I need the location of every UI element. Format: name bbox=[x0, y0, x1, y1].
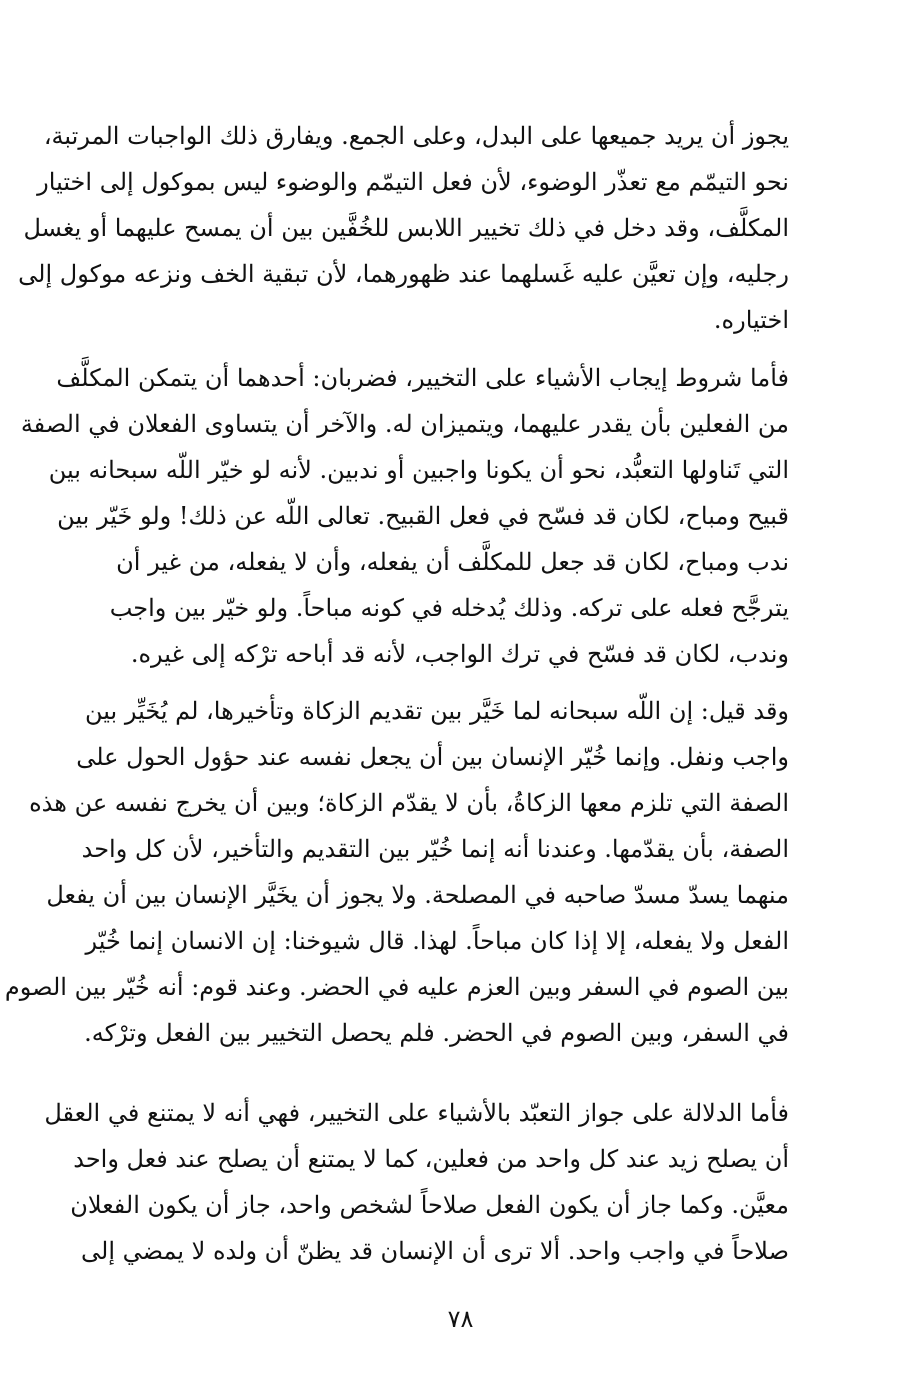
text-line: المكلَّف، وقد دخل في ذلك تخيير اللابس للخُفَّين بين أن يمسح عليهما أو يغسل bbox=[23, 214, 789, 242]
text-line: فأما الدلالة على جواز التعبّد بالأشياء على التخيير، فهي أنه لا يمتنع في العقل bbox=[44, 1099, 789, 1127]
text-line: رجليه، وإن تعيَّن عليه غَسلهما عند ظهورهما، لأن تبقية الخف ونزعه موكول إلى bbox=[18, 260, 789, 288]
text-line: منهما يسدّ مسدّ صاحبه في المصلحة. ولا يجوز أن يخَيَّر الإنسان بين أن يفعل bbox=[46, 881, 789, 909]
text-line: صلاحاً في واجب واحد. ألا ترى أن الإنسان قد يظنّ أن ولده لا يمضي إلى bbox=[81, 1237, 789, 1265]
page-number: ٧٨ bbox=[447, 1305, 474, 1333]
text-line: نحو التيمّم مع تعذّر الوضوء، لأن فعل التيمّم والوضوء ليس بموكول إلى اختيار bbox=[37, 168, 789, 196]
paragraph-1 bbox=[18, 113, 789, 343]
text-line: التي تَناولها التعبُّد، نحو أن يكونا واجبين أو ندبين. لأنه لو خيّر اللّه سبحانه بين bbox=[48, 456, 789, 484]
text-line: يجوز أن يريد جميعها على البدل، وعلى الجمع. ويفارق ذلك الواجبات المرتبة، bbox=[43, 122, 789, 150]
text-line: بين الصوم في السفر وبين العزم عليه في الحضر. وعند قوم: أنه خُيّر بين الصوم bbox=[4, 973, 789, 1001]
text-line: وقد قيل: إن اللّه سبحانه لما خَيَّر بين تقديم الزكاة وتأخيرها، لم يُخَيِّر بين bbox=[85, 697, 789, 725]
text-line: قبيح ومباح، لكان قد فسّح في فعل القبيح. تعالى اللّه عن ذلك! ولو خَيّر بين bbox=[57, 502, 789, 530]
text-line: معيَّن. وكما جاز أن يكون الفعل صلاحاً لشخص واحد، جاز أن يكون الفعلان bbox=[70, 1191, 789, 1219]
text-line: الصفة، بأن يقدّمها. وعندنا أنه إنما خُيّر بين التقديم والتأخير، لأن كل واحد bbox=[81, 835, 789, 863]
text-line: يترجَّح فعله على تركه. وذلك يُدخله في كونه مباحاً. ولو خيّر بين واجب bbox=[109, 594, 789, 622]
text-line: وندب، لكان قد فسّح في ترك الواجب، لأنه قد أباحه ترْكه إلى غيره. bbox=[130, 640, 789, 668]
paragraph-3 bbox=[4, 688, 789, 1056]
text-line: أن يصلح زيد عند كل واحد من فعلين، كما لا يمتنع أن يصلح عند فعل واحد bbox=[73, 1145, 789, 1173]
text-line: اختياره. bbox=[713, 306, 789, 334]
paragraph-4 bbox=[44, 1090, 789, 1274]
text-line: في السفر، وبين الصوم في الحضر. فلم يحصل التخيير بين الفعل وترْكه. bbox=[84, 1019, 789, 1047]
text-line: الصفة التي تلزم معها الزكاةُ، بأن لا يقدّم الزكاة؛ وبين أن يخرج نفسه عن هذه bbox=[29, 789, 789, 817]
text-line: فأما شروط إيجاب الأشياء على التخيير، فضربان: أحدهما أن يتمكن المكلَّف bbox=[56, 364, 789, 392]
text-line: ندب ومباح، لكان قد جعل للمكلَّف أن يفعله، وأن لا يفعله، من غير أن bbox=[116, 548, 789, 576]
paragraph-2 bbox=[20, 355, 789, 677]
text-line: من الفعلين بأن يقدر عليهما، ويتميزان له. والآخر أن يتساوى الفعلان في الصفة bbox=[20, 410, 789, 438]
text-line: الفعل ولا يفعله، إلا إذا كان مباحاً. لهذا. قال شيوخنا: إن الانسان إنما خُيّر bbox=[85, 927, 789, 955]
text-line: واجب ونفل. وإنما خُيّر الإنسان بين أن يجعل نفسه عند حؤول الحول على bbox=[76, 743, 789, 771]
